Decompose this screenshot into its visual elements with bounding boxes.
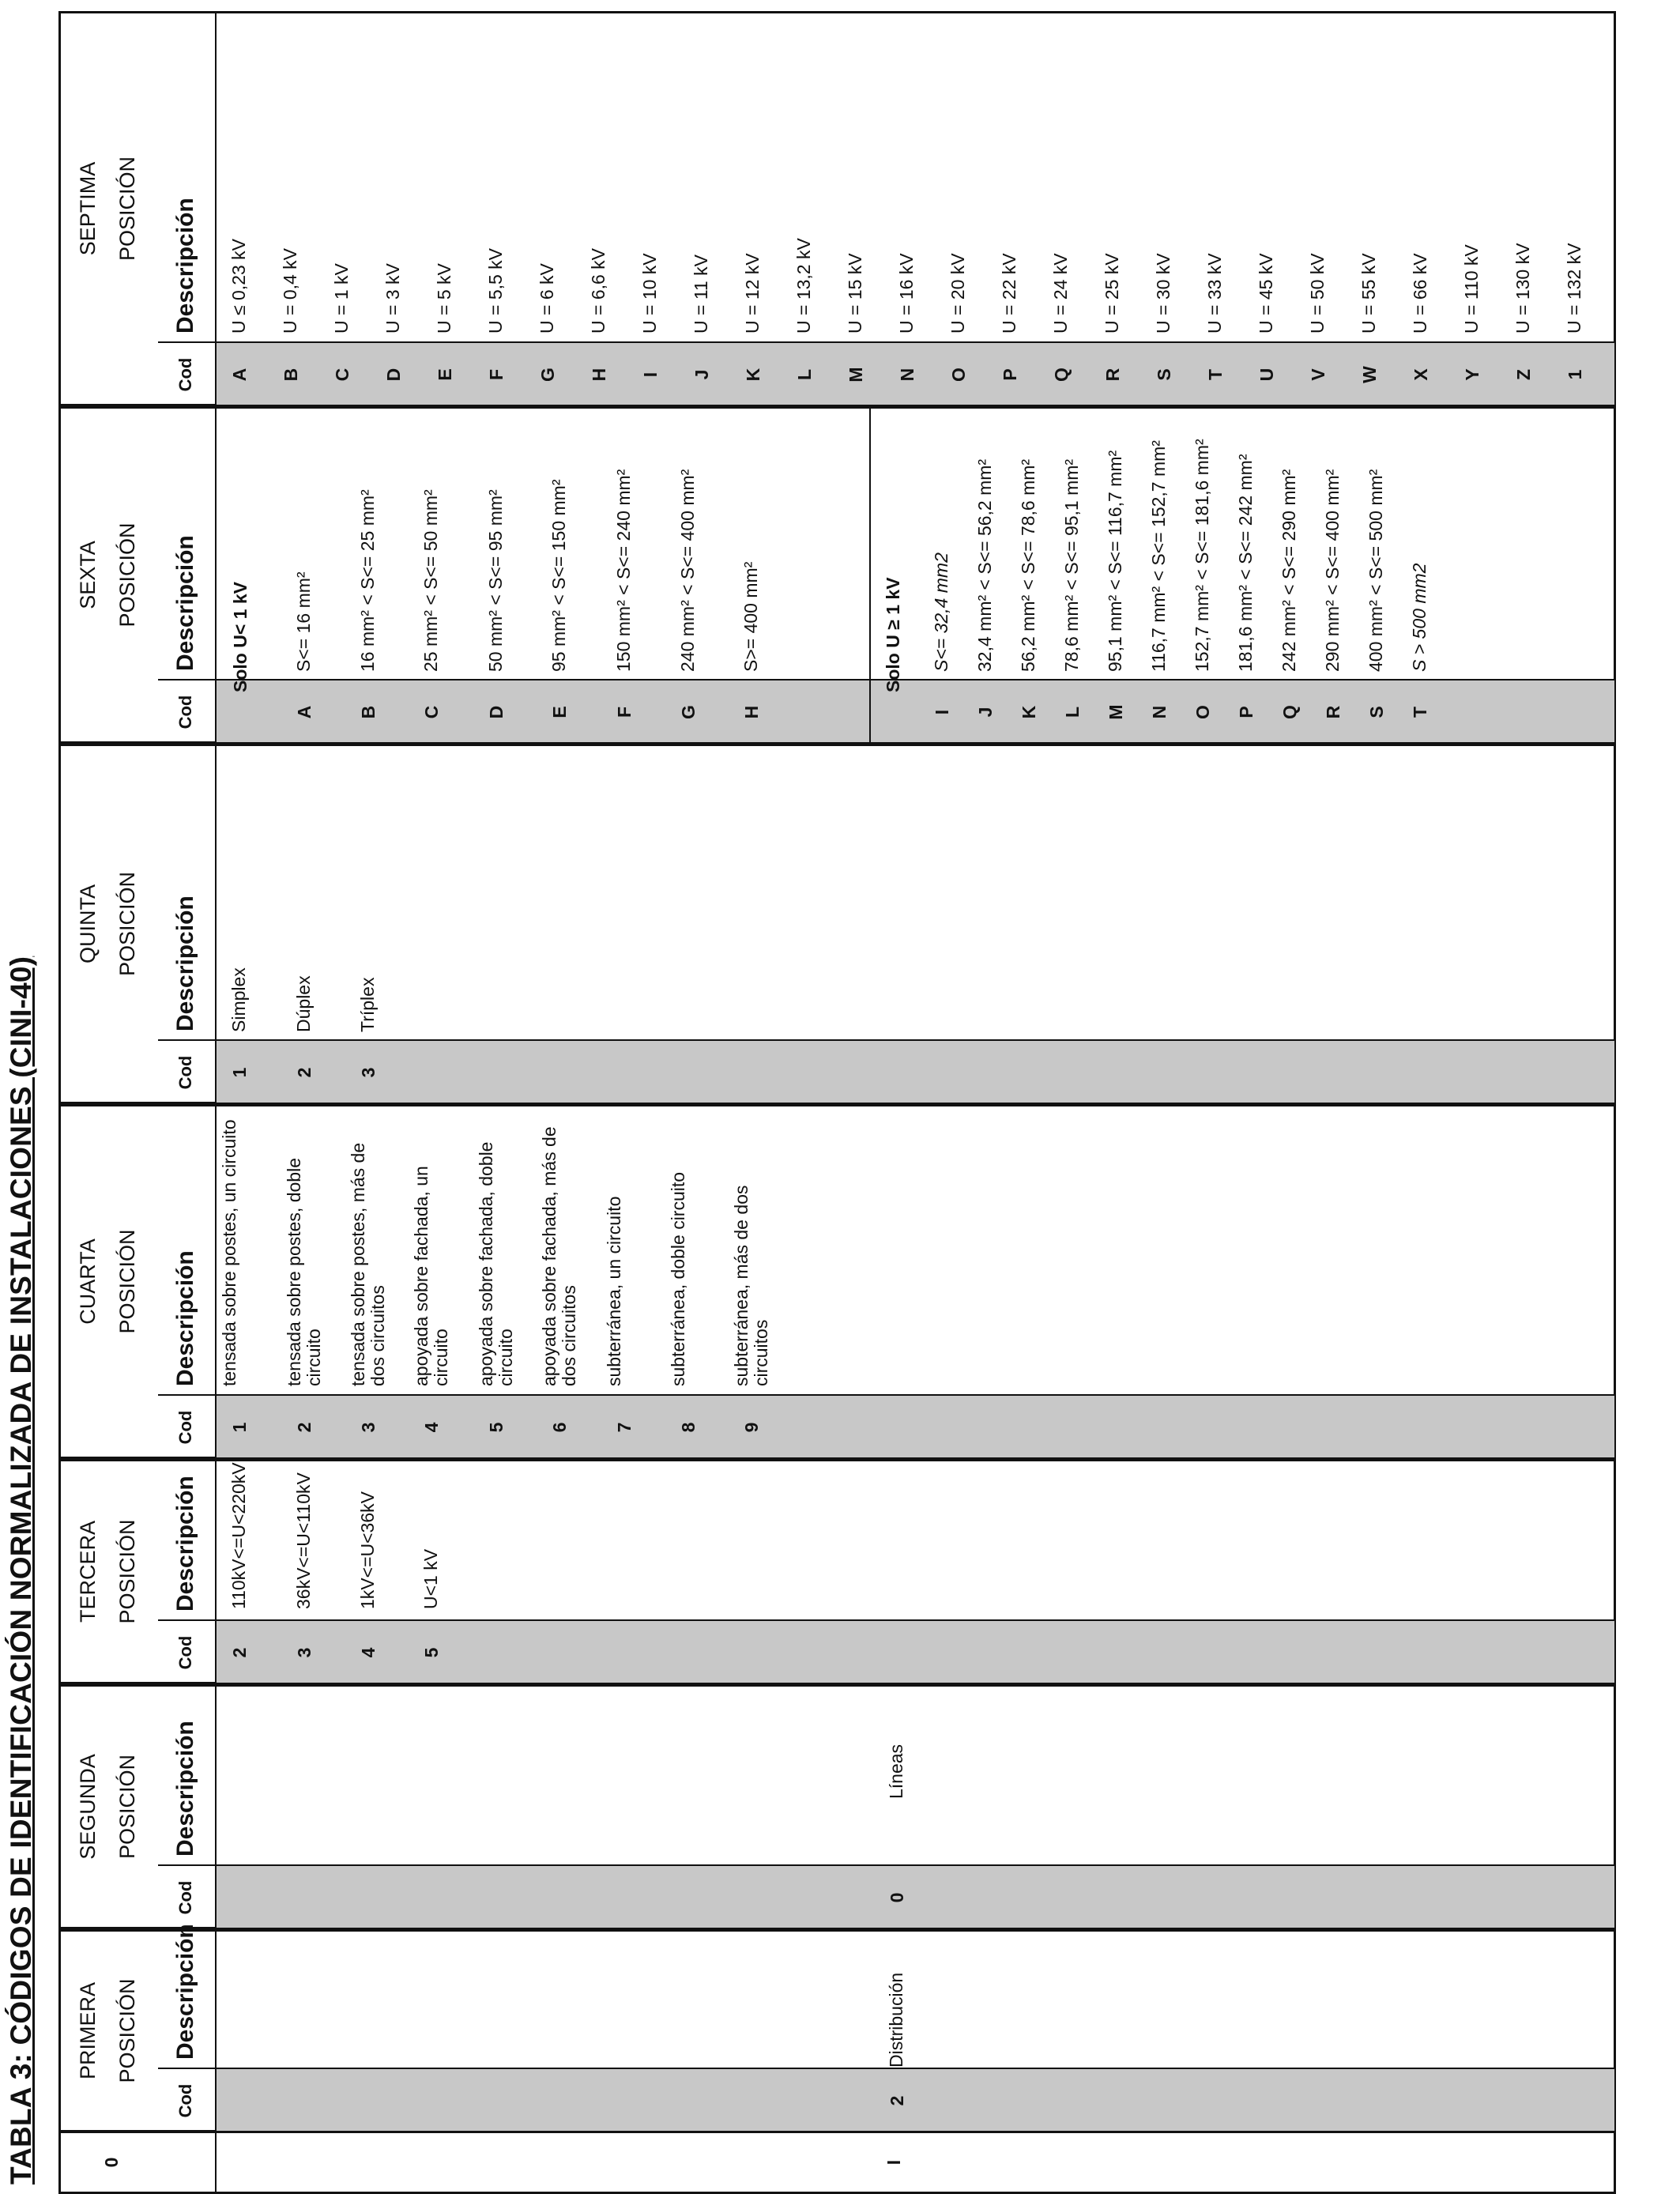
sexta-description: S > 500 mm2 [1409, 563, 1430, 672]
sexta-code: E [549, 706, 570, 718]
row-marker-i: I [883, 2159, 904, 2166]
septima-code: 1 [1565, 369, 1585, 380]
description-header: Descripción [172, 1721, 198, 1857]
code-header: Cod [175, 2083, 195, 2118]
position-sub-tercera: POSICIÓN [115, 1519, 139, 1624]
header-divider [215, 1104, 217, 1459]
septima-description: U = 1 kV [331, 263, 352, 334]
position-sub-septima: POSICIÓN [115, 156, 139, 262]
sexta-code: L [1062, 706, 1083, 718]
sexta-description: 16 mm² < S<= 25 mm² [357, 489, 378, 672]
septima-description: U = 3 kV [382, 263, 403, 334]
septima-code: K [743, 368, 763, 382]
sexta-description: 32,4 mm² < S<= 56,2 mm² [974, 458, 995, 672]
position-sub-primera: POSICIÓN [115, 1978, 139, 2083]
description-header: Descripción [172, 198, 198, 334]
cuarta-code: 9 [741, 1422, 762, 1433]
septima-description: U = 33 kV [1204, 253, 1225, 334]
code-column-shade [217, 1041, 1614, 1103]
sexta-description: 152,7 mm² < S<= 181,6 mm² [1192, 439, 1212, 672]
sexta-description: 56,2 mm² < S<= 78,6 mm² [1018, 458, 1038, 672]
code-column-shade [217, 2069, 1614, 2131]
tercera-description: 1kV<=U<36kV [357, 1491, 378, 1609]
cuarta-code: 6 [549, 1422, 570, 1433]
code-header: Cod [175, 695, 195, 729]
septima-description: U = 45 kV [1256, 253, 1276, 334]
septima-code: Y [1462, 368, 1482, 381]
row-marker-0: 0 [101, 2157, 122, 2168]
sexta-code: H [741, 705, 762, 719]
description-header: Descripción [172, 535, 198, 671]
sexta-group-high-label: Solo U ≥ 1 kV [883, 577, 903, 692]
sexta-description: 150 mm² < S<= 240 mm² [613, 469, 634, 672]
cuarta-code: 4 [421, 1422, 442, 1433]
cuarta-code: 5 [486, 1422, 507, 1433]
position-description: Líneas [886, 1744, 906, 1799]
septima-code: N [897, 368, 917, 382]
septima-code: D [383, 368, 404, 382]
sexta-code: A [294, 705, 315, 719]
description-header: Descripción [172, 1250, 198, 1386]
septima-description: U = 16 kV [896, 253, 917, 334]
cuarta-description: apoyada sobre fachada, un circuito [411, 1166, 451, 1386]
position-sub-sexta: POSICIÓN [115, 522, 139, 628]
tercera-description: 110kV<=U<220kV [228, 1462, 249, 1609]
septima-description: U = 132 kV [1564, 243, 1584, 334]
septima-code: W [1359, 366, 1380, 383]
septima-description: U = 25 kV [1102, 253, 1122, 334]
description-header: Descripción [172, 1924, 198, 2060]
septima-description: U = 10 kV [639, 253, 660, 334]
septima-description: U = 66 kV [1410, 253, 1430, 334]
septima-description: U = 50 kV [1307, 253, 1328, 334]
septima-code: L [794, 368, 815, 381]
cuarta-description: tensada sobre postes, doble circuito [284, 1158, 324, 1386]
cuarta-code: 2 [294, 1422, 315, 1433]
sexta-description: 181,6 mm² < S<= 242 mm² [1235, 454, 1256, 672]
code-header: Cod [175, 1635, 195, 1670]
septima-description: U = 24 kV [1050, 253, 1071, 334]
sexta-description: 95,1 mm² < S<= 116,7 mm² [1105, 450, 1125, 672]
code-header: Cod [175, 1410, 195, 1445]
marker-column-frame [58, 2131, 1616, 2194]
cuarta-code: 3 [358, 1422, 379, 1433]
septima-code: J [691, 369, 712, 380]
septima-code: C [332, 368, 352, 382]
position-sub-quinta: POSICIÓN [115, 871, 139, 977]
septima-description: U = 0,4 kV [280, 247, 300, 334]
sexta-code: J [975, 707, 996, 718]
sexta-code: M [1106, 704, 1126, 720]
code-header: Cod [175, 1055, 195, 1090]
sexta-group-divider [869, 406, 871, 744]
code-header: Cod [175, 1880, 195, 1915]
description-header: Descripción [172, 1476, 198, 1612]
sexta-code: I [932, 709, 952, 715]
septima-description: U = 5,5 kV [485, 247, 506, 334]
sexta-code: O [1192, 705, 1213, 719]
sexta-description: 25 mm² < S<= 50 mm² [420, 489, 441, 672]
table-title: TABLA 3: CÓDIGOS DE IDENTIFICACIÓN NORMALIZADA DE INSTALACIONES (CINI-40) [5, 956, 37, 2185]
tercera-code: 2 [229, 1647, 250, 1658]
septima-code: P [1000, 368, 1020, 381]
tercera-description: U<1 kV [420, 1548, 441, 1609]
sexta-description: S>= 400 mm² [740, 561, 761, 672]
position-name-segunda: SEGUNDA [76, 1754, 100, 1860]
septima-code: F [486, 368, 507, 381]
sexta-code: D [486, 705, 507, 719]
sexta-description: 116,7 mm² < S<= 152,7 mm² [1148, 440, 1169, 672]
header-divider [215, 1684, 217, 1929]
septima-code: X [1411, 368, 1431, 381]
sexta-code: T [1410, 706, 1430, 718]
sexta-code: G [678, 705, 699, 719]
cuarta-description: apoyada sobre fachada, más de dos circuitos [539, 1126, 579, 1386]
septima-description: U = 6 kV [537, 263, 557, 334]
cuarta-description: subterránea, un circuito [604, 1196, 624, 1386]
position-name-septima: SEPTIMA [76, 161, 100, 256]
code-header: Cod [175, 357, 195, 392]
header-divider [215, 406, 217, 744]
septima-code: A [229, 368, 250, 382]
sexta-group-low-label: Solo U< 1 kV [230, 582, 250, 692]
septima-code: O [948, 368, 969, 382]
sexta-description: S<= 32,4 mm2 [931, 552, 951, 672]
cuarta-description: tensada sobre postes, un circuito [219, 1119, 239, 1386]
sexta-code: N [1149, 705, 1170, 719]
position-sub-segunda: POSICIÓN [115, 1754, 139, 1860]
septima-code: B [281, 368, 301, 382]
septima-description: U = 11 kV [691, 254, 711, 334]
position-description: Distribución [886, 1972, 906, 2068]
septima-code: S [1154, 368, 1174, 381]
septima-code: U [1256, 368, 1277, 382]
sexta-code: S [1366, 706, 1387, 718]
tercera-code: 5 [421, 1647, 442, 1658]
septima-description: U = 55 kV [1358, 253, 1379, 334]
tercera-description: 36kV<=U<110kV [293, 1472, 314, 1609]
septima-code: T [1205, 368, 1226, 381]
sexta-description: 290 mm² < S<= 400 mm² [1322, 469, 1343, 672]
sexta-description: 240 mm² < S<= 400 mm² [677, 469, 698, 672]
header-divider [215, 744, 217, 1104]
description-header: Descripción [172, 895, 198, 1031]
septima-code: E [435, 368, 455, 381]
sexta-code: R [1323, 705, 1343, 719]
sexta-code: F [614, 706, 635, 718]
cuarta-code: 7 [614, 1422, 635, 1433]
tercera-code: 3 [294, 1647, 315, 1658]
septima-code: Z [1513, 368, 1534, 381]
cuarta-description: apoyada sobre fachada, doble circuito [476, 1141, 516, 1386]
cuarta-code: 8 [678, 1422, 699, 1433]
septima-code: Q [1051, 368, 1072, 382]
septima-description: U = 130 kV [1512, 243, 1533, 334]
sexta-description: 400 mm² < S<= 500 mm² [1365, 469, 1386, 672]
sexta-code: Q [1279, 705, 1300, 719]
quinta-code: 2 [294, 1067, 315, 1078]
sexta-description: 242 mm² < S<= 290 mm² [1279, 469, 1299, 672]
quinta-description: Simplex [228, 967, 249, 1032]
cuarta-code: 1 [229, 1422, 250, 1433]
position-name-sexta: SEXTA [76, 541, 100, 609]
quinta-code: 3 [358, 1067, 379, 1078]
code-column-divider [158, 341, 1616, 343]
septima-code: R [1102, 368, 1123, 382]
sexta-description: S<= 16 mm² [293, 571, 314, 672]
sexta-code: B [358, 705, 379, 719]
sexta-description: 50 mm² < S<= 95 mm² [485, 489, 506, 672]
septima-description: U = 12 kV [742, 253, 763, 334]
header-divider [215, 11, 217, 406]
cuarta-description: tensada sobre postes, más de dos circuitos [348, 1142, 388, 1386]
septima-code: M [846, 367, 866, 383]
position-name-tercera: TERCERA [76, 1521, 100, 1623]
quinta-description: Tríplex [357, 977, 378, 1032]
quinta-code: 1 [229, 1067, 250, 1078]
position-name-cuarta: CUARTA [76, 1238, 100, 1325]
position-name-quinta: QUINTA [76, 884, 100, 963]
septima-description: U ≤ 0,23 kV [228, 238, 249, 334]
cuarta-description: subterránea, doble circuito [668, 1171, 688, 1386]
sexta-description: 78,6 mm² < S<= 95,1 mm² [1061, 458, 1082, 672]
tercera-code: 4 [358, 1647, 379, 1658]
septima-description: U = 20 kV [947, 253, 968, 334]
septima-code: H [589, 368, 609, 382]
position-sub-cuarta: POSICIÓN [115, 1229, 139, 1334]
septima-code: G [537, 368, 558, 382]
septima-description: U = 110 kV [1461, 244, 1482, 334]
septima-description: U = 30 kV [1153, 253, 1173, 334]
sexta-description: 95 mm² < S<= 150 mm² [548, 479, 569, 672]
cuarta-description: subterránea, más de dos circuitos [731, 1185, 771, 1386]
septima-code: V [1308, 368, 1328, 381]
septima-description: U = 5 kV [434, 263, 454, 334]
septima-description: U = 22 kV [999, 253, 1019, 334]
code-column-shade [217, 1866, 1614, 1928]
sexta-code: C [421, 705, 442, 719]
septima-description: U = 13,2 kV [793, 238, 814, 334]
sexta-code: P [1236, 706, 1256, 718]
header-divider [215, 1929, 217, 2132]
position-code: 0 [887, 1892, 907, 1903]
septima-code: I [640, 371, 661, 378]
header-divider [215, 1459, 217, 1684]
position-name-primera: PRIMERA [76, 1981, 100, 2080]
sexta-code: K [1019, 705, 1039, 719]
septima-description: U = 6,6 kV [588, 247, 608, 334]
position-code: 2 [887, 2095, 907, 2106]
quinta-description: Dúplex [293, 975, 314, 1032]
septima-description: U = 15 kV [845, 253, 865, 334]
